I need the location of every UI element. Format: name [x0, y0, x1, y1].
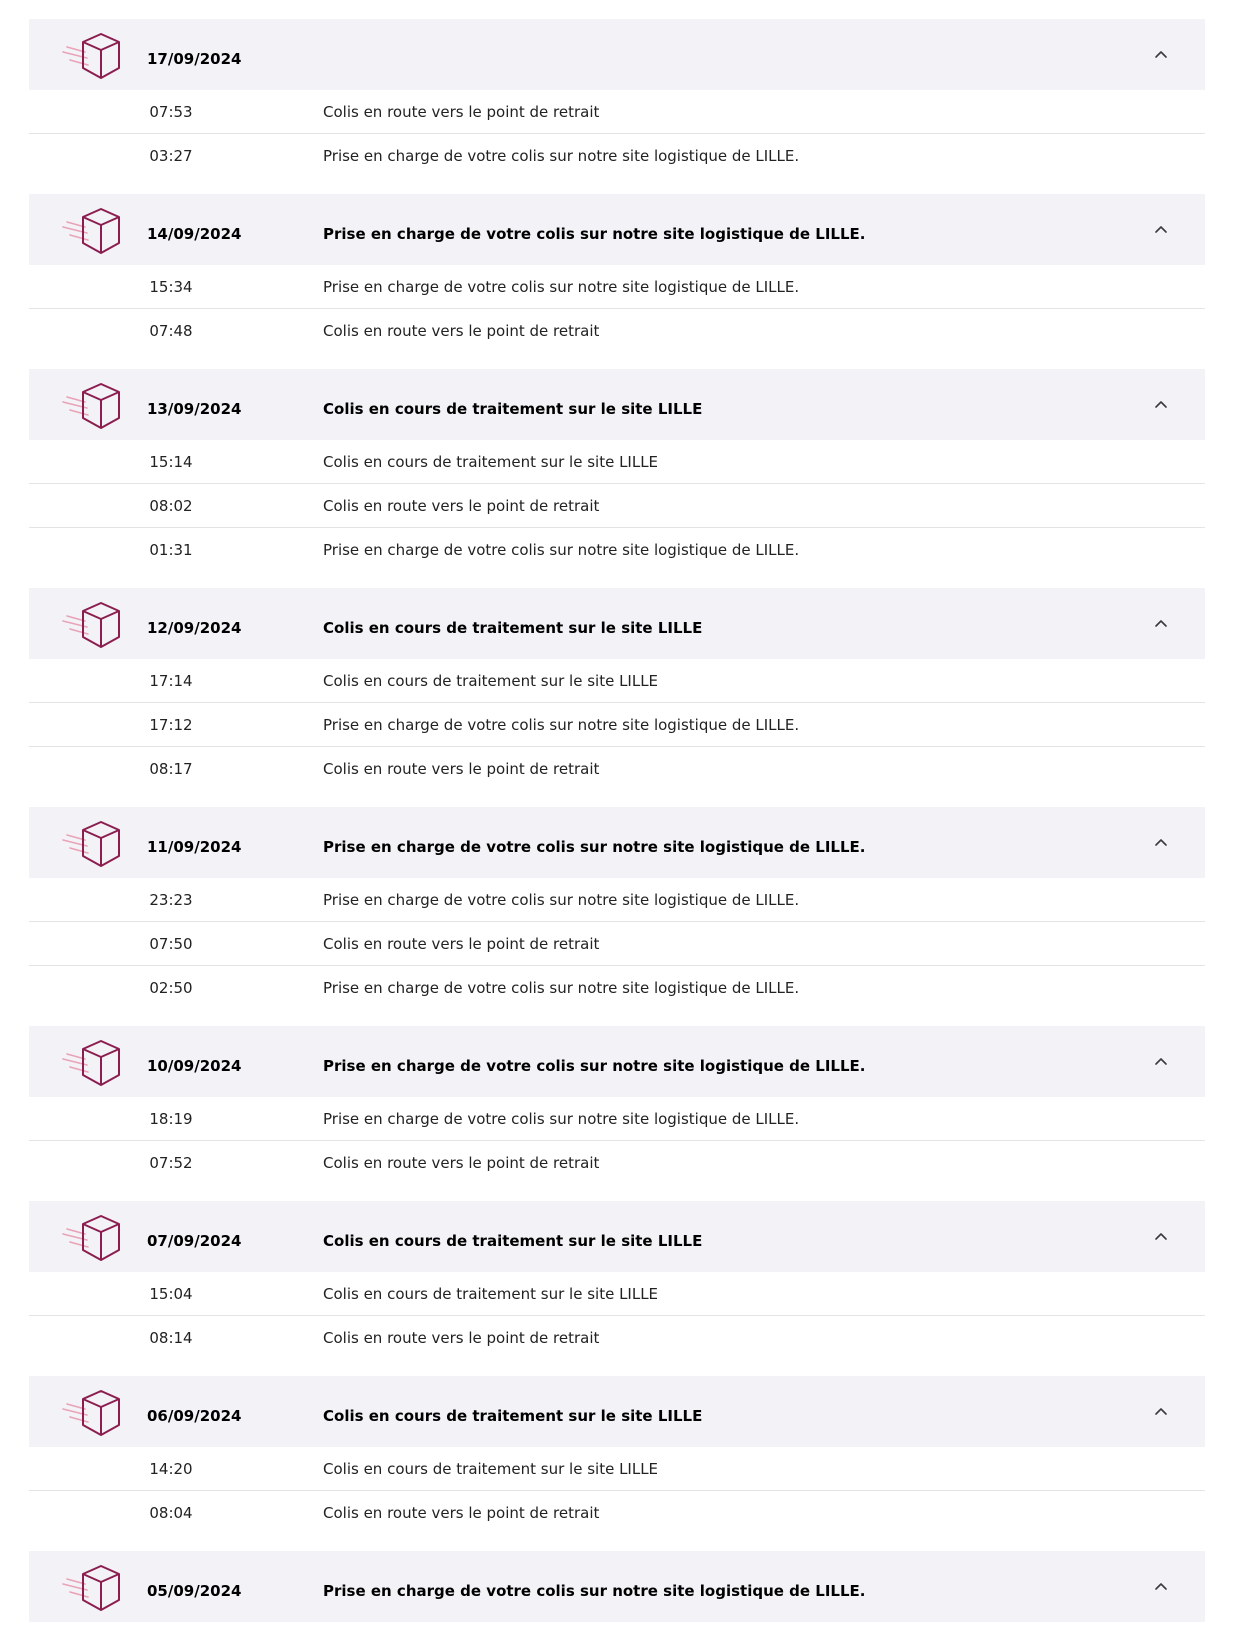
event-time: 08:04 [149, 1504, 193, 1522]
day-group [29, 1026, 1205, 1184]
event-list [29, 265, 1205, 352]
event-text: Prise en charge de votre colis sur notre site logistique de LILLE. [323, 541, 800, 559]
package-icon [61, 1214, 127, 1264]
day-date: 14/09/2024 [147, 225, 242, 243]
event-text: Colis en route vers le point de retrait [323, 497, 600, 515]
chevron-up-icon[interactable] [1149, 612, 1173, 636]
chevron-up-icon[interactable] [1149, 43, 1173, 67]
day-header[interactable] [29, 194, 1205, 265]
event-row [29, 659, 1205, 703]
event-time: 15:34 [149, 278, 193, 296]
day-header[interactable] [29, 1026, 1205, 1097]
package-icon [61, 382, 127, 432]
event-list [29, 90, 1205, 177]
package-icon [61, 32, 127, 82]
event-list [29, 1447, 1205, 1534]
day-date: 12/09/2024 [147, 619, 242, 637]
event-row [29, 1097, 1205, 1141]
day-date: 06/09/2024 [147, 1407, 242, 1425]
event-text: Prise en charge de votre colis sur notre site logistique de LILLE. [323, 1110, 800, 1128]
event-row [29, 703, 1205, 747]
event-list [29, 659, 1205, 790]
event-text: Colis en route vers le point de retrait [323, 1504, 600, 1522]
chevron-up-icon[interactable] [1149, 393, 1173, 417]
day-header[interactable] [29, 807, 1205, 878]
event-text: Colis en route vers le point de retrait [323, 1154, 600, 1172]
chevron-up-icon[interactable] [1149, 218, 1173, 242]
event-text: Colis en cours de traitement sur le site LILLE [323, 453, 659, 471]
event-time: 08:17 [149, 760, 193, 778]
package-icon [61, 1039, 127, 1089]
chevron-up-icon[interactable] [1149, 1225, 1173, 1249]
day-summary: Prise en charge de votre colis sur notre site logistique de LILLE. [323, 838, 866, 856]
event-text: Prise en charge de votre colis sur notre site logistique de LILLE. [323, 716, 800, 734]
package-icon [61, 1389, 127, 1439]
event-time: 18:19 [149, 1110, 193, 1128]
event-text: Prise en charge de votre colis sur notre site logistique de LILLE. [323, 278, 800, 296]
event-text: Colis en route vers le point de retrait [323, 935, 600, 953]
day-summary: Colis en cours de traitement sur le site LILLE [323, 619, 703, 637]
day-summary: Colis en cours de traitement sur le site LILLE [323, 400, 703, 418]
event-row [29, 528, 1205, 571]
event-row [29, 440, 1205, 484]
event-time: 08:02 [149, 497, 193, 515]
event-time: 07:52 [149, 1154, 193, 1172]
day-summary: Colis en cours de traitement sur le site LILLE [323, 1232, 703, 1250]
event-row [29, 309, 1205, 352]
event-row [29, 1272, 1205, 1316]
event-text: Colis en route vers le point de retrait [323, 322, 600, 340]
chevron-up-icon[interactable] [1149, 1050, 1173, 1074]
event-list [29, 1272, 1205, 1359]
day-group [29, 1201, 1205, 1359]
day-group [29, 19, 1205, 177]
event-time: 01:31 [149, 541, 193, 559]
day-summary: Prise en charge de votre colis sur notre site logistique de LILLE. [323, 225, 866, 243]
event-row [29, 878, 1205, 922]
event-row [29, 922, 1205, 966]
day-header[interactable] [29, 1551, 1205, 1622]
day-header[interactable] [29, 19, 1205, 90]
chevron-up-icon[interactable] [1149, 831, 1173, 855]
event-text: Colis en route vers le point de retrait [323, 103, 600, 121]
event-time: 07:50 [149, 935, 193, 953]
event-time: 03:27 [149, 147, 193, 165]
event-time: 07:48 [149, 322, 193, 340]
event-time: 15:04 [149, 1285, 193, 1303]
day-date: 07/09/2024 [147, 1232, 242, 1250]
event-row [29, 484, 1205, 528]
day-summary: Prise en charge de votre colis sur notre site logistique de LILLE. [323, 1057, 866, 1075]
event-time: 17:14 [149, 672, 193, 690]
chevron-up-icon[interactable] [1149, 1575, 1173, 1599]
package-icon [61, 601, 127, 651]
day-date: 05/09/2024 [147, 1582, 242, 1600]
day-group [29, 1376, 1205, 1534]
day-group [29, 194, 1205, 352]
event-row [29, 1491, 1205, 1534]
day-group [29, 588, 1205, 790]
chevron-up-icon[interactable] [1149, 1400, 1173, 1424]
day-date: 10/09/2024 [147, 1057, 242, 1075]
event-time: 23:23 [149, 891, 193, 909]
event-time: 07:53 [149, 103, 193, 121]
event-text: Prise en charge de votre colis sur notre site logistique de LILLE. [323, 147, 800, 165]
event-text: Prise en charge de votre colis sur notre site logistique de LILLE. [323, 979, 800, 997]
event-text: Colis en cours de traitement sur le site LILLE [323, 672, 659, 690]
event-row [29, 265, 1205, 309]
day-summary: Prise en charge de votre colis sur notre site logistique de LILLE. [323, 1582, 866, 1600]
event-time: 15:14 [149, 453, 193, 471]
event-text: Colis en cours de traitement sur le site LILLE [323, 1460, 659, 1478]
day-date: 13/09/2024 [147, 400, 242, 418]
day-date: 11/09/2024 [147, 838, 242, 856]
event-row [29, 134, 1205, 177]
event-time: 17:12 [149, 716, 193, 734]
event-time: 14:20 [149, 1460, 193, 1478]
event-text: Colis en cours de traitement sur le site LILLE [323, 1285, 659, 1303]
package-icon [61, 820, 127, 870]
event-time: 08:14 [149, 1329, 193, 1347]
event-row [29, 966, 1205, 1009]
event-row [29, 747, 1205, 790]
event-row [29, 1316, 1205, 1359]
event-time: 02:50 [149, 979, 193, 997]
day-group [29, 369, 1205, 571]
event-row [29, 1141, 1205, 1184]
event-text: Prise en charge de votre colis sur notre site logistique de LILLE. [323, 891, 800, 909]
day-header[interactable] [29, 588, 1205, 659]
day-header[interactable] [29, 1201, 1205, 1272]
day-summary: Colis en cours de traitement sur le site LILLE [323, 1407, 703, 1425]
event-list [29, 440, 1205, 571]
event-row [29, 90, 1205, 134]
day-date: 17/09/2024 [147, 50, 242, 68]
day-header[interactable] [29, 1376, 1205, 1447]
package-icon [61, 1564, 127, 1614]
event-text: Colis en route vers le point de retrait [323, 760, 600, 778]
event-text: Colis en route vers le point de retrait [323, 1329, 600, 1347]
day-group [29, 807, 1205, 1009]
event-row [29, 1447, 1205, 1491]
day-header[interactable] [29, 369, 1205, 440]
event-list [29, 878, 1205, 1009]
event-list [29, 1097, 1205, 1184]
package-icon [61, 207, 127, 257]
day-group [29, 1551, 1205, 1622]
tracking-timeline [29, 19, 1205, 1639]
